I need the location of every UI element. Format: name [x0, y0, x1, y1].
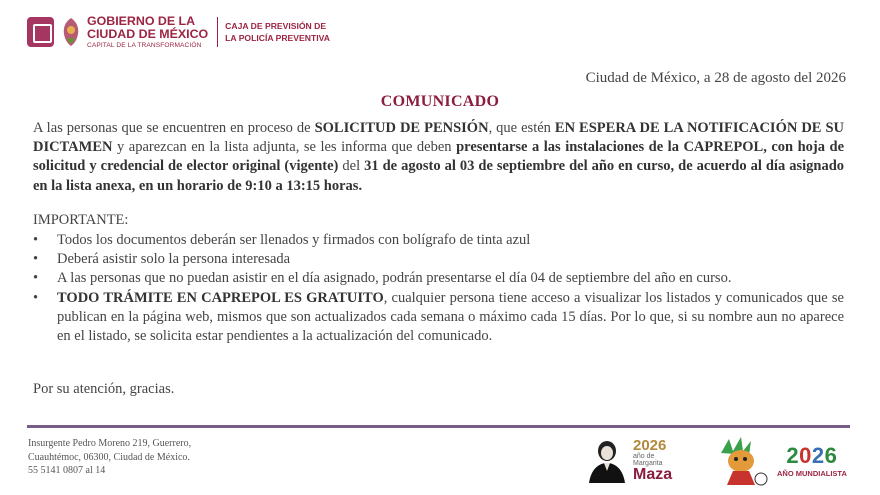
- mundial-subtitle: AÑO MUNDIALISTA: [777, 468, 847, 478]
- list-item: [33, 231, 844, 250]
- mascot-icon: [711, 433, 775, 487]
- paragraph-text-3: y aparezcan en la lista adjunta, se les informa que deben: [112, 139, 457, 156]
- list-item-text: , cualquier persona tiene acceso a visualizar los listados y comunicados que se publican en la página web, mismos que son actualizados cada semana o máximo cada 15 días. Por lo que, si su nombre aun no aparece en el listado, se solicita estar pendientes a la actualización del comunicado.: [57, 289, 844, 345]
- paragraph-text-1: A las personas que se encuentren en proceso de: [33, 120, 315, 136]
- list-item: [33, 269, 844, 288]
- address-line-3: 55 5141 0807 al 14: [28, 465, 106, 476]
- cdmx-seal-icon: [27, 17, 54, 47]
- paragraph-bold-4: 31 de agosto al 03 de septiembre del año en curso, de acuerdo al día asignado en la lista anexa, en un horario de 9:10 a 13:15 horas.: [33, 158, 845, 194]
- mundialista-logo: [711, 433, 847, 487]
- mundial-digit: 2: [786, 442, 800, 468]
- important-label: IMPORTANTE:: [33, 212, 129, 228]
- important-list: [33, 231, 844, 346]
- mundial-text: [777, 443, 847, 478]
- caja-line-2: LA POLICÍA PREVENTIVA: [225, 33, 330, 43]
- maza-text: [633, 438, 672, 483]
- footer-divider: [27, 425, 850, 428]
- header-divider: [217, 17, 218, 47]
- gov-line-1: GOBIERNO DE LA: [87, 13, 196, 28]
- address-line-2: Cuauhtémoc, 06300, Ciudad de México.: [28, 451, 190, 463]
- mundial-digit: 2: [811, 442, 825, 468]
- address-line-1: Insurgente Pedro Moreno 219, Guerrero,: [28, 438, 192, 449]
- list-item: [33, 289, 844, 347]
- bullet-icon: •: [33, 270, 39, 287]
- list-item-text: A las personas que no puedan asistir en el día asignado, podrán presentarse el día 04 de septiembre del año en curso.: [57, 270, 732, 287]
- paragraph-bold-1: SOLICITUD DE PENSIÓN: [314, 120, 489, 136]
- paragraph-bold-2: EN ESPERA DE LA NOTIFICACIÓN DE SU DICTAMEN: [33, 120, 844, 156]
- list-item-text: Todos los documentos deberán ser llenados y firmados con bolígrafo de tinta azul: [57, 232, 531, 248]
- maza-small-2: Margarita: [633, 459, 663, 467]
- header: [27, 14, 330, 50]
- document-title: COMUNICADO: [380, 93, 500, 110]
- list-item: [33, 250, 844, 269]
- maza-name: Maza: [633, 465, 673, 483]
- caja-line-1: CAJA DE PREVISIÓN DE: [225, 21, 327, 31]
- portrait-icon: [585, 437, 629, 483]
- gov-name: [87, 15, 208, 50]
- bullet-icon: •: [33, 232, 39, 248]
- maza-small-1: año de: [633, 452, 655, 460]
- caja-name: [225, 20, 330, 44]
- gov-subtitle: CAPITAL DE LA TRANSFORMACIÓN: [87, 41, 202, 49]
- bullet-icon: •: [33, 289, 39, 306]
- bullet-icon: •: [33, 251, 39, 268]
- closing-text: Por su atención, gracias.: [33, 381, 175, 397]
- margarita-maza-logo: [585, 437, 672, 483]
- mundial-digit: 0: [799, 442, 812, 468]
- mundial-digit: 6: [824, 442, 838, 468]
- paragraph-text-4: del: [338, 158, 365, 175]
- cdmx-emblem-icon: [59, 16, 83, 48]
- list-item-bold: TODO TRÁMITE EN CAPREPOL ES GRATUITO: [57, 289, 384, 306]
- footer-address: [28, 437, 191, 478]
- list-item-text: Deberá asistir solo la persona interesada: [57, 251, 291, 268]
- maza-year: 2026: [633, 436, 667, 454]
- paragraph-text-2: , que estén: [488, 120, 555, 136]
- document-date: Ciudad de México, a 28 de agosto del 2026: [585, 70, 846, 86]
- paragraph-bold-3: presentarse a las instalaciones de la CAPREPOL, con hoja de solicitud y credencial de elector original (vigente): [33, 139, 844, 175]
- mundial-year: [777, 443, 847, 469]
- gov-line-2: CIUDAD DE MÉXICO: [87, 26, 209, 41]
- main-paragraph: [33, 119, 844, 196]
